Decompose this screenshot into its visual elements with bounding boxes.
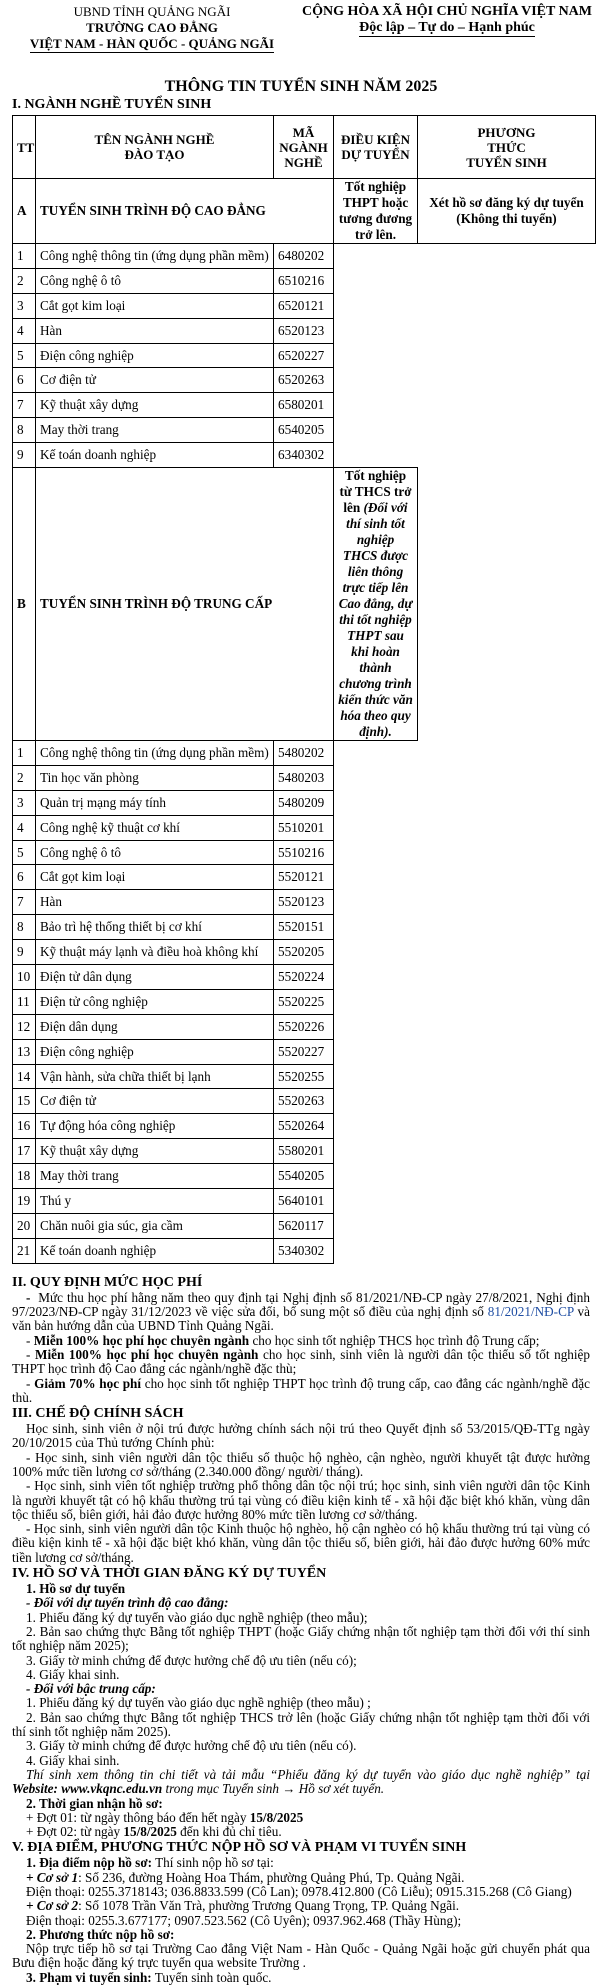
row-tt: 2 bbox=[13, 268, 36, 293]
row-program-code: 5520255 bbox=[274, 1064, 334, 1089]
campus-2: + Cơ sở 2: Số 1078 Trần Văn Trà, phường Trương Quang Trọng, TP. Quảng Ngãi. bbox=[26, 1898, 460, 1914]
row-tt: 2 bbox=[13, 765, 36, 790]
row-program-name: Công nghệ thông tin (ứng dụng phần mềm) bbox=[36, 741, 274, 766]
group-row-b bbox=[13, 468, 596, 741]
dossier-cao-dang-1: 1. Phiếu đăng ký dự tuyển vào giáo dục nghề nghiệp (theo mẫu); bbox=[26, 1609, 368, 1625]
row-program-code: 5640101 bbox=[274, 1189, 334, 1214]
table-row bbox=[13, 815, 596, 840]
row-program-code: 5510216 bbox=[274, 840, 334, 865]
group-b-label: TUYỂN SINH TRÌNH ĐỘ TRUNG CẤP bbox=[36, 468, 334, 741]
row-tt: 4 bbox=[13, 815, 36, 840]
issuer-block bbox=[12, 4, 292, 53]
group-b-tt: B bbox=[13, 468, 36, 741]
table-row bbox=[13, 244, 596, 269]
row-tt: 8 bbox=[13, 915, 36, 940]
row-program-name: Vận hành, sửa chữa thiết bị lạnh bbox=[36, 1064, 274, 1089]
table-row bbox=[13, 915, 596, 940]
row-tt: 11 bbox=[13, 989, 36, 1014]
row-program-name: Cơ điện tử bbox=[36, 1089, 274, 1114]
table-row bbox=[13, 1014, 596, 1039]
row-program-name: Tự động hóa công nghiệp bbox=[36, 1114, 274, 1139]
section-1-title: I. NGÀNH NGHỀ TUYỂN SINH bbox=[12, 97, 212, 112]
document-title: THÔNG TIN TUYỂN SINH NĂM 2025 bbox=[164, 78, 438, 95]
row-program-name: Cắt gọt kim loại bbox=[36, 293, 274, 318]
row-program-name: Tin học văn phòng bbox=[36, 765, 274, 790]
row-program-code: 6510216 bbox=[274, 268, 334, 293]
timeline-heading: 2. Thời gian nhận hồ sơ: bbox=[26, 1795, 163, 1811]
row-program-name: Cơ điện tử bbox=[36, 368, 274, 393]
row-tt: 21 bbox=[13, 1238, 36, 1263]
campus-2-phone: Điện thoại: 0255.3.677177; 0907.523.562 (Cô Uyên); 0937.962.468 (Thầy Hùng); bbox=[26, 1912, 462, 1928]
row-tt: 15 bbox=[13, 1089, 36, 1114]
table-row bbox=[13, 1089, 596, 1114]
fee-exemption-1: - Miễn 100% học phí học chuyên ngành cho học sinh tốt nghiệp THCS học trình độ Trung cấp; bbox=[26, 1332, 540, 1348]
row-program-code: 5580201 bbox=[274, 1139, 334, 1164]
row-program-code: 6520123 bbox=[274, 318, 334, 343]
national-name: CỘNG HÒA XÃ HỘI CHỦ NGHĨA VIỆT NAM bbox=[301, 4, 592, 19]
row-program-name: Bảo trì hệ thống thiết bị cơ khí bbox=[36, 915, 274, 940]
dossier-cao-dang-4: 4. Giấy khai sinh. bbox=[26, 1666, 120, 1682]
condition-cao-dang: Tốt nghiệp THPT hoặc tương đương trở lên. bbox=[334, 179, 418, 244]
row-tt: 20 bbox=[13, 1213, 36, 1238]
issuer-province: UBND TỈNH QUẢNG NGÃI bbox=[73, 4, 231, 19]
row-program-code: 5520151 bbox=[274, 915, 334, 940]
rows-trung-cap bbox=[13, 741, 596, 1264]
row-tt: 10 bbox=[13, 965, 36, 990]
row-program-code: 5520263 bbox=[274, 1089, 334, 1114]
section-4 bbox=[12, 1565, 590, 1839]
section-3 bbox=[12, 1405, 590, 1565]
issuer-school-line2: VIỆT NAM - HÀN QUỐC - QUẢNG NGÃI bbox=[29, 36, 275, 51]
row-program-name: Công nghệ kỹ thuật cơ khí bbox=[36, 815, 274, 840]
row-tt: 4 bbox=[13, 318, 36, 343]
section-5-title: V. ĐỊA ĐIỂM, PHƯƠNG THỨC NỘP HỒ SƠ VÀ PHẠM VI TUYỂN SINH bbox=[12, 1840, 467, 1856]
table-row bbox=[13, 940, 596, 965]
policy-item-2: - Học sinh, sinh viên tốt nghiệp trường phổ thông dân tộc nội trú; học sinh, sinh viên người dân tộc Kinh là người khuyết tật có hộ khẩu thường trú tại vùng có điều kiện kinh tế - xã hội đặc biệt khó khăn, vùng dân tộc thiểu số, biên giới, hải đảo được hưởng 80% mức tiền lương cơ sở/tháng. bbox=[12, 1478, 590, 1522]
table-row bbox=[13, 318, 596, 343]
table-row bbox=[13, 343, 596, 368]
row-program-code: 6480202 bbox=[274, 244, 334, 269]
section-4-title: IV. HỒ SƠ VÀ THỜI GIAN ĐĂNG KÝ DỰ TUYỂN bbox=[12, 1566, 327, 1582]
row-program-code: 5520226 bbox=[274, 1014, 334, 1039]
table-row bbox=[13, 765, 596, 790]
header-condition: ĐIỀU KIỆN DỰ TUYỂN bbox=[334, 116, 418, 179]
row-program-name: Kế toán doanh nghiệp bbox=[36, 1238, 274, 1263]
table-row bbox=[13, 790, 596, 815]
section-2 bbox=[12, 1274, 590, 1405]
row-program-name: Điện công nghiệp bbox=[36, 1039, 274, 1064]
website-link[interactable]: Website: www.vkqnc.edu.vn bbox=[12, 1781, 163, 1797]
row-tt: 7 bbox=[13, 393, 36, 418]
row-program-code: 5540205 bbox=[274, 1164, 334, 1189]
row-tt: 7 bbox=[13, 890, 36, 915]
timeline-round-2: + Đợt 02: từ ngày 15/8/2025 đến khi đủ chỉ tiêu. bbox=[26, 1824, 282, 1840]
group-a-tt: A bbox=[13, 179, 36, 244]
policy-intro: Học sinh, sinh viên ở nội trú được hưởng chính sách nội trú theo Quyết định số 53/2015/QĐ-TTg ngày 20/10/2015 của Thủ tướng Chính phủ: bbox=[12, 1421, 590, 1451]
table-row bbox=[13, 368, 596, 393]
decree-link[interactable]: 81/2021/NĐ-CP bbox=[487, 1304, 574, 1320]
table-row bbox=[13, 1164, 596, 1189]
row-program-code: 5620117 bbox=[274, 1213, 334, 1238]
table-row bbox=[13, 840, 596, 865]
admission-method: Xét hồ sơ đăng ký dự tuyển (Không thi tuyển) bbox=[418, 179, 596, 244]
table-row bbox=[13, 1114, 596, 1139]
row-tt: 17 bbox=[13, 1139, 36, 1164]
row-program-name: Điện công nghiệp bbox=[36, 343, 274, 368]
header-code: MÃ NGÀNH NGHỀ bbox=[274, 116, 334, 179]
method-heading: 2. Phương thức nộp hồ sơ: bbox=[26, 1926, 175, 1942]
row-program-name: Hàn bbox=[36, 890, 274, 915]
row-tt: 3 bbox=[13, 790, 36, 815]
row-tt: 1 bbox=[13, 741, 36, 766]
row-program-code: 5510201 bbox=[274, 815, 334, 840]
table-row bbox=[13, 1039, 596, 1064]
programs-table bbox=[12, 115, 596, 1264]
row-program-code: 5520121 bbox=[274, 865, 334, 890]
group-row-a bbox=[13, 179, 596, 244]
section-3-title: III. CHẾ ĐỘ CHÍNH SÁCH bbox=[12, 1406, 184, 1422]
row-program-code: 5520224 bbox=[274, 965, 334, 990]
row-tt: 16 bbox=[13, 1114, 36, 1139]
row-program-name: Hàn bbox=[36, 318, 274, 343]
row-program-name: Công nghệ ô tô bbox=[36, 840, 274, 865]
row-tt: 6 bbox=[13, 368, 36, 393]
row-tt: 18 bbox=[13, 1164, 36, 1189]
table-row bbox=[13, 293, 596, 318]
policy-item-3: - Học sinh, sinh viên người dân tộc Kinh thuộc hộ nghèo, hộ cận nghèo có hộ khẩu thường trú tại vùng có điều kiện kinh tế - xã hội đặc biệt khó khăn, vùng dân tộc thiểu số, biên giới, hải đảo được hưởng 60% mức tiền lương cơ sở/tháng. bbox=[12, 1521, 590, 1565]
row-program-code: 5480202 bbox=[274, 741, 334, 766]
row-program-code: 6520121 bbox=[274, 293, 334, 318]
table-row bbox=[13, 268, 596, 293]
row-program-code: 5520225 bbox=[274, 989, 334, 1014]
row-program-name: Chăn nuôi gia súc, gia cầm bbox=[36, 1213, 274, 1238]
row-program-name: Công nghệ thông tin (ứng dụng phần mềm) bbox=[36, 244, 274, 269]
row-tt: 14 bbox=[13, 1064, 36, 1089]
table-row bbox=[13, 965, 596, 990]
dossier-trung-cap-2: 2. Bản sao chứng thực Bằng tốt nghiệp THCS trở lên (hoặc Giấy chứng nhận tốt nghiệp tạm thời đối với thí sinh tốt nghiệp năm 2025). bbox=[12, 1709, 590, 1740]
row-program-code: 6340302 bbox=[274, 443, 334, 468]
row-program-code: 5340302 bbox=[274, 1238, 334, 1263]
section-2-title: II. QUY ĐỊNH MỨC HỌC PHÍ bbox=[12, 1274, 203, 1290]
table-row bbox=[13, 1238, 596, 1263]
campus-1: + Cơ sở 1: Số 236, đường Hoàng Hoa Thám, phường Quảng Phú, Tp. Quảng Ngãi. bbox=[26, 1869, 465, 1885]
row-program-code: 5520227 bbox=[274, 1039, 334, 1064]
fee-exemption-2: - Miễn 100% học phí học chuyên ngành cho học sinh, sinh viên là người dân tộc thiểu số tốt nghiệp THPT học trình độ Cao đẳng các ngành/nghề đặc thù; bbox=[12, 1346, 590, 1377]
row-program-name: Điện tử công nghiệp bbox=[36, 989, 274, 1014]
row-program-name: Kỹ thuật máy lạnh và điều hoà không khí bbox=[36, 940, 274, 965]
row-program-name: Điện dân dụng bbox=[36, 1014, 274, 1039]
row-tt: 9 bbox=[13, 443, 36, 468]
dossier-trung-cap-1: 1. Phiếu đăng ký dự tuyển vào giáo dục nghề nghiệp (theo mẫu) ; bbox=[26, 1695, 371, 1711]
row-tt: 19 bbox=[13, 1189, 36, 1214]
rows-cao-dang bbox=[13, 244, 596, 468]
location-heading: 1. Địa điểm nộp hồ sơ: Thí sinh nộp hồ sơ tại: bbox=[26, 1855, 274, 1871]
row-tt: 5 bbox=[13, 840, 36, 865]
row-tt: 12 bbox=[13, 1014, 36, 1039]
group-a-label: TUYỂN SINH TRÌNH ĐỘ CAO ĐẲNG bbox=[36, 179, 334, 244]
dossier-cao-dang-2: 2. Bản sao chứng thực Bằng tốt nghiệp THPT (hoặc Giấy chứng nhận tốt nghiệp tạm thời đối với thí sinh tốt nghiệp năm 2025); bbox=[12, 1623, 590, 1654]
table-row bbox=[13, 1213, 596, 1238]
header-method: PHƯƠNG THỨC TUYỂN SINH bbox=[418, 116, 596, 179]
table-header-row bbox=[13, 116, 596, 179]
row-tt: 9 bbox=[13, 940, 36, 965]
row-program-name: Kỹ thuật xây dựng bbox=[36, 393, 274, 418]
row-program-code: 5480209 bbox=[274, 790, 334, 815]
row-tt: 5 bbox=[13, 343, 36, 368]
row-tt: 13 bbox=[13, 1039, 36, 1064]
dossier-cao-dang-3: 3. Giấy tờ minh chứng để được hưởng chế độ ưu tiên (nếu có); bbox=[26, 1652, 357, 1668]
row-tt: 1 bbox=[13, 244, 36, 269]
table-row bbox=[13, 890, 596, 915]
condition-trung-cap-main: Tốt nghiệp từ THCS trở lên bbox=[339, 468, 412, 516]
row-program-name: Thú y bbox=[36, 1189, 274, 1214]
table-row bbox=[13, 865, 596, 890]
row-program-name: Kế toán doanh nghiệp bbox=[36, 443, 274, 468]
row-tt: 8 bbox=[13, 418, 36, 443]
row-program-code: 5520123 bbox=[274, 890, 334, 915]
row-tt: 3 bbox=[13, 293, 36, 318]
row-program-code: 5520205 bbox=[274, 940, 334, 965]
dossier-trung-cap-title: - Đối với bậc trung cấp: bbox=[26, 1681, 156, 1697]
row-program-name: Cắt gọt kim loại bbox=[36, 865, 274, 890]
table-row bbox=[13, 1139, 596, 1164]
row-program-name: Công nghệ ô tô bbox=[36, 268, 274, 293]
row-program-code: 6520263 bbox=[274, 368, 334, 393]
row-program-name: May thời trang bbox=[36, 418, 274, 443]
dossier-heading: 1. Hồ sơ dự tuyển bbox=[26, 1581, 126, 1597]
row-program-name: Quản trị mạng máy tính bbox=[36, 790, 274, 815]
row-program-code: 6540205 bbox=[274, 418, 334, 443]
section-5 bbox=[12, 1839, 590, 1985]
campus-1-phone: Điện thoại: 0255.3718143; 036.8833.599 (Cô Lan); 0978.412.800 (Cô Liễu); 0915.315.268 (Cô Giang) bbox=[26, 1884, 572, 1899]
policy-item-1: - Học sinh, sinh viên người dân tộc thiểu số thuộc hộ nghèo, cận nghèo, người khuyết tật được hưởng 100% mức tiền lương cơ sở/tháng (2.340.000 đồng/ người/ tháng). bbox=[12, 1449, 590, 1479]
row-program-code: 5520264 bbox=[274, 1114, 334, 1139]
header-tt: TT bbox=[13, 116, 36, 179]
download-note: Thí sinh xem thông tin chi tiết và tải mẫu “Phiếu đăng ký dự tuyển vào giáo dục nghề nghiệp” tại Website: www.vkqnc.edu.vn trong mục Tuyển sinh → Hồ sơ xét tuyển. bbox=[12, 1766, 590, 1797]
fee-paragraph: - Mức thu học phí hằng năm theo quy định tại Nghị định số 81/2021/NĐ-CP ngày 27/8/2021, Nghị định 97/2023/NĐ-CP ngày 31/12/2023 về việc sửa đổi, bổ sung một số điều của nghị định số 81/2021/NĐ-CP và văn bản hướng dẫn của UBND Tỉnh Quảng Ngãi. bbox=[12, 1289, 591, 1334]
table-row bbox=[13, 989, 596, 1014]
issuer-school-line1: TRƯỜNG CAO ĐẲNG bbox=[86, 20, 218, 35]
row-program-name: Kỹ thuật xây dựng bbox=[36, 1139, 274, 1164]
row-program-name: May thời trang bbox=[36, 1164, 274, 1189]
national-motto: Độc lập – Tự do – Hạnh phúc bbox=[359, 20, 535, 35]
dossier-trung-cap-3: 3. Giấy tờ minh chứng để được hưởng chế độ ưu tiên (nếu có). bbox=[26, 1738, 357, 1754]
header-name: TÊN NGÀNH NGHỀ ĐÀO TẠO bbox=[36, 116, 274, 179]
dossier-cao-dang-title: - Đối với dự tuyển trình độ cao đẳng: bbox=[26, 1595, 229, 1611]
timeline-round-1: + Đợt 01: từ ngày thông báo đến hết ngày 15/8/2025 bbox=[26, 1809, 304, 1825]
fee-reduction: - Giảm 70% học phí cho học sinh tốt nghiệp THPT học trình độ trung cấp, cao đẳng các ngành/nghề đặc thù. bbox=[12, 1375, 590, 1405]
national-motto-block bbox=[294, 4, 600, 37]
table-row bbox=[13, 1189, 596, 1214]
row-program-name: Điện tử dân dụng bbox=[36, 965, 274, 990]
table-row bbox=[13, 741, 596, 766]
table-row bbox=[13, 1064, 596, 1089]
row-program-code: 5480203 bbox=[274, 765, 334, 790]
condition-trung-cap-note: (Đối với thí sinh tốt nghiệp THCS được liên thông trực tiếp lên Cao đẳng, dự thi tốt nghiệp THPT sau khi hoàn thành chương trình kiến thức văn hóa theo quy định). bbox=[338, 500, 413, 740]
dossier-trung-cap-4: 4. Giấy khai sinh. bbox=[26, 1752, 120, 1768]
table-row bbox=[13, 443, 596, 468]
row-tt: 6 bbox=[13, 865, 36, 890]
table-row bbox=[13, 418, 596, 443]
condition-trung-cap bbox=[334, 468, 418, 741]
method-text: Nộp trực tiếp hồ sơ tại Trường Cao đẳng Việt Nam - Hàn Quốc - Quảng Ngãi hoặc gửi chuyển phát qua Bưu điện hoặc đăng ký trực tuyến qua website Trường . bbox=[12, 1941, 590, 1971]
scope-line: 3. Phạm vi tuyển sinh: Tuyển sinh toàn quốc. bbox=[26, 1969, 272, 1985]
row-program-code: 6580201 bbox=[274, 393, 334, 418]
table-row bbox=[13, 393, 596, 418]
document-header bbox=[12, 0, 590, 66]
row-program-code: 6520227 bbox=[274, 343, 334, 368]
